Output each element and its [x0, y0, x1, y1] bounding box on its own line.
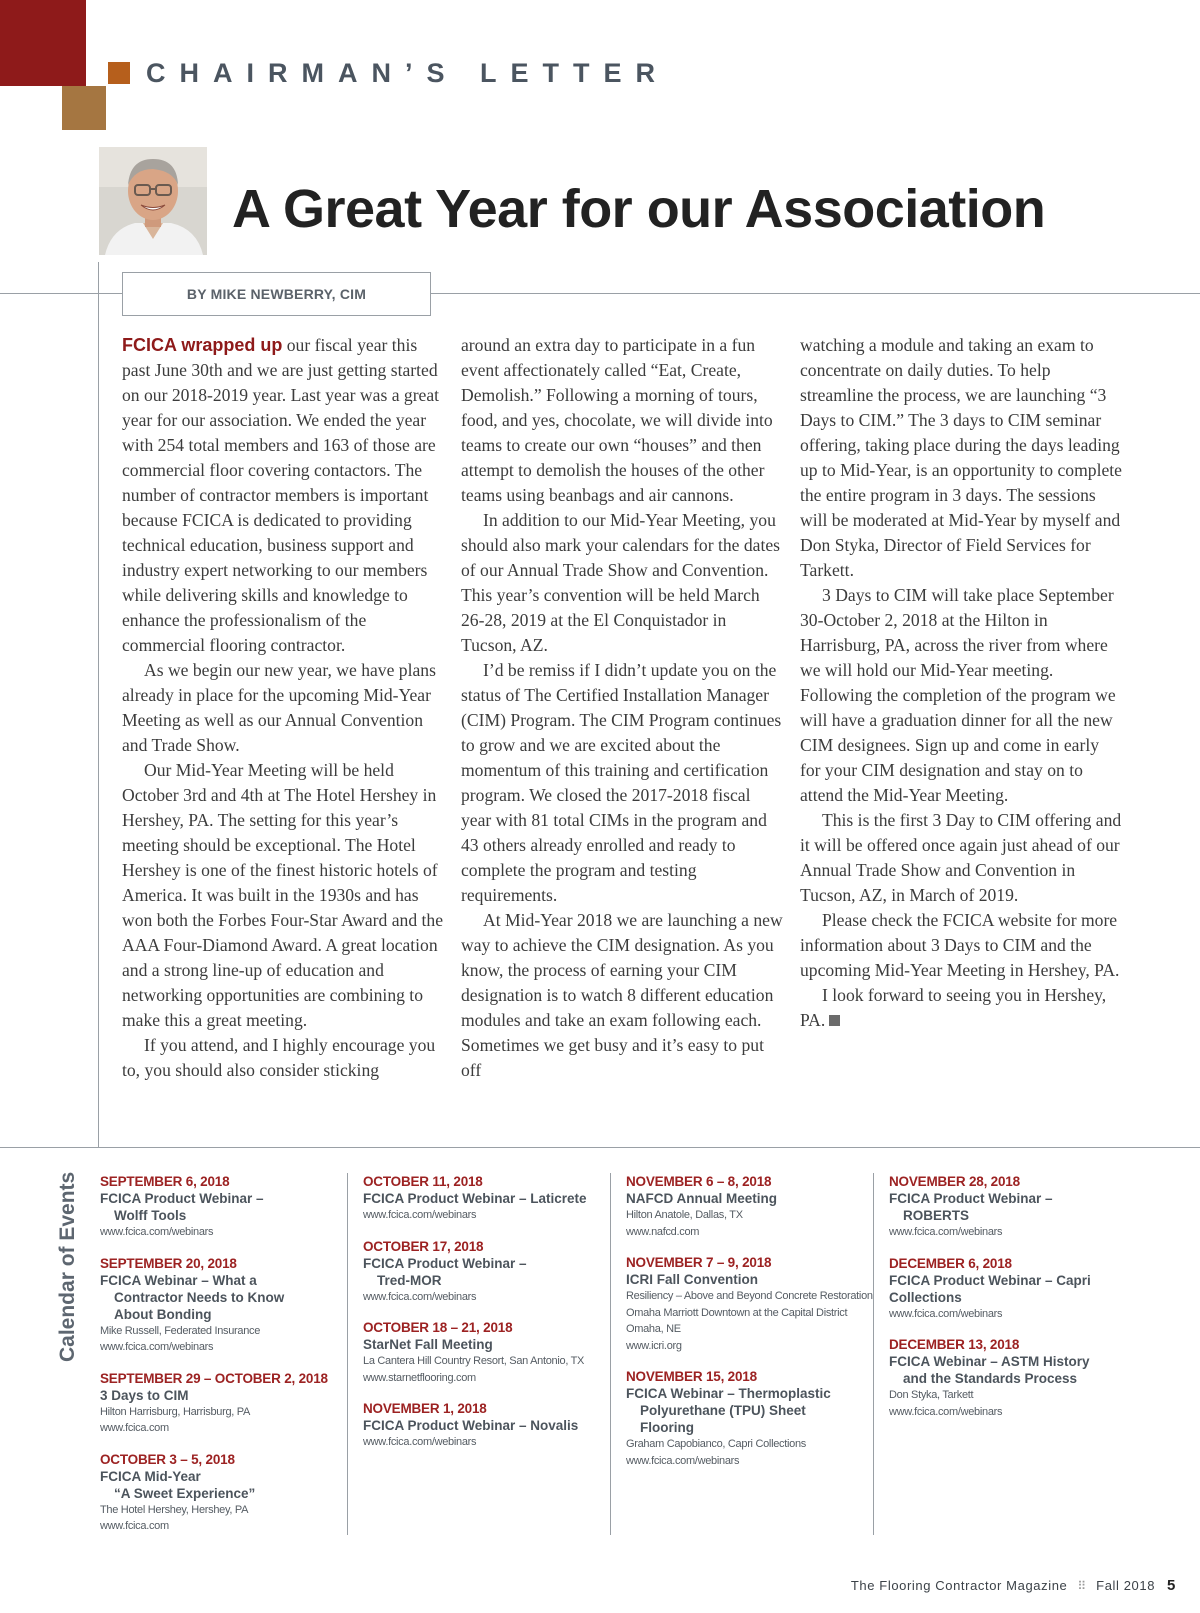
calendar-event: [100, 1451, 350, 1535]
event-detail: La Cantera Hill Country Resort, San Antonio, TX: [363, 1355, 585, 1367]
event-detail: Mike Russell, Federated Insurance: [100, 1324, 261, 1337]
decorative-orange-square: [108, 62, 130, 84]
event-link[interactable]: www.fcica.com/webinars: [889, 1307, 1003, 1320]
calendar-event: [100, 1173, 350, 1241]
event-detail: Hilton Harrisburg, Harrisburg, PA: [100, 1405, 251, 1418]
event-date: OCTOBER 18 – 21, 2018: [363, 1320, 513, 1335]
event-title-line: Collections: [889, 1289, 962, 1305]
event-title: [889, 1272, 1139, 1306]
calendar-event: [363, 1173, 613, 1224]
event-detail: Omaha, NE: [626, 1323, 681, 1335]
end-mark-icon: [829, 1015, 840, 1026]
event-title: FCICA Product Webinar – Novalis: [363, 1418, 579, 1433]
event-date: NOVEMBER 6 – 8, 2018: [626, 1174, 772, 1189]
event-title: [100, 1468, 350, 1502]
event-title-line: “A Sweet Experience”: [114, 1485, 256, 1501]
paragraph-text: our fiscal year this past June 30th and we are just getting started on our 2018-2019 year. Last year was a great year for our association. We ended the year with 254 total members and 163 of those are commercial floor covering contactors. The number of contractor members is important because FCICA is dedicated to providing technical education, business support and industry expert networking to our members while delivering skills and knowledge to enhance the professionalism of the commercial flooring contractor.: [122, 335, 440, 655]
event-link[interactable]: www.fcica.com: [100, 1422, 169, 1434]
event-title-line: FCICA Product Webinar –: [100, 1191, 264, 1206]
paragraph: This is the first 3 Day to CIM offering and it will be offered once again just ahead of our Annual Trade Show and Convention in Tucson, AZ, in March of 2019.: [800, 810, 1122, 905]
event-title-line: FCICA Webinar – ASTM History: [889, 1354, 1090, 1369]
event-date: NOVEMBER 28, 2018: [889, 1174, 1020, 1189]
event-date: NOVEMBER 7 – 9, 2018: [626, 1255, 772, 1270]
event-link[interactable]: www.fcica.com/webinars: [889, 1226, 1003, 1238]
event-link[interactable]: www.starnetflooring.com: [363, 1371, 476, 1384]
event-title-line: FCICA Product Webinar – Capri: [889, 1272, 1091, 1288]
event-title: [626, 1385, 876, 1436]
article-column-1: [122, 333, 444, 1083]
event-detail: Graham Capobianco, Capri Collections: [626, 1438, 806, 1450]
paragraph: Our Mid-Year Meeting will be held October 3rd and 4th at The Hotel Hershey in Hershey, PA. The setting for this year’s meeting should be exceptional. The Hotel Hershey is one of the finest historic hotels of America. It was built in the 1930s and has won both the Forbes Four-Star Award and the AAA Four-Diamond Award. A great location and a strong line-up of education and networking opportunities are combining to make this a great meeting.: [122, 760, 444, 1030]
bottom-rule: [0, 1147, 1200, 1148]
paragraph: As we begin our new year, we have plans already in place for the upcoming Mid-Year Meeting as well as our Annual Convention and Trade Show.: [122, 660, 436, 755]
decorative-brown-block: [62, 86, 106, 130]
event-date: DECEMBER 6, 2018: [889, 1255, 1012, 1271]
paragraph: watching a module and taking an exam to concentrate on daily duties. To help streamline the process, we are launching “3 Days to CIM.” The 3 days to CIM seminar offering, taking place during the days leading up to Mid-Year, is an opportunity to complete the entire program in 3 days. The sessions will be moderated at Mid-Year by myself and Don Styka, Director of Field Services for Tarkett.: [800, 335, 1122, 580]
event-detail: The Hotel Hershey, Hershey, PA: [100, 1503, 249, 1516]
lead-in: FCICA wrapped up: [122, 335, 283, 355]
event-date: NOVEMBER 1, 2018: [363, 1401, 487, 1416]
event-title: [889, 1353, 1139, 1387]
paragraph: [122, 333, 444, 658]
event-title: FCICA Product Webinar – Laticrete: [363, 1191, 587, 1206]
event-date: SEPTEMBER 20, 2018: [100, 1255, 237, 1271]
paragraph: At Mid-Year 2018 we are launching a new way to achieve the CIM designation. As you know, the process of earning your CIM designation is to watch 8 different education modules and take an exam following each. Sometimes we get busy and it’s easy to put off: [461, 910, 783, 1080]
paragraph: 3 Days to CIM will take place September 30-October 2, 2018 at the Hilton in Harrisburg, PA, across the river from where we will hold our Mid-Year meeting. Following the completion of the program we will have a graduation dinner for all the new CIM designees. Sign up and come in early for your CIM designation and stay on to attend the Mid-Year Meeting.: [800, 585, 1116, 805]
calendar-event: [626, 1368, 876, 1469]
event-title: StarNet Fall Meeting: [363, 1337, 493, 1352]
calendar-column-1: [100, 1173, 350, 1549]
article-column-2: [461, 333, 783, 1083]
calendar-event: [889, 1173, 1139, 1241]
event-detail: Don Styka, Tarkett: [889, 1389, 974, 1401]
event-link[interactable]: www.fcica.com: [100, 1520, 169, 1532]
event-date: SEPTEMBER 29 – OCTOBER 2, 2018: [100, 1370, 328, 1386]
event-date: OCTOBER 17, 2018: [363, 1238, 484, 1254]
event-detail: Omaha Marriott Downtown at the Capital District: [626, 1306, 848, 1319]
calendar-event: [100, 1255, 350, 1356]
separator-dots-icon: ⠿: [1077, 1578, 1087, 1593]
calendar-column-4: [889, 1173, 1139, 1434]
calendar-event: [363, 1319, 613, 1386]
event-title-line: ROBERTS: [903, 1208, 970, 1223]
calendar-title: Calendar of Events: [56, 1171, 79, 1362]
paragraph: In addition to our Mid-Year Meeting, you should also mark your calendars for the dates of our Annual Trade Show and Convention. This year’s convention will be held March 26-28, 2019 at the El Conquistador in Tucson, AZ.: [461, 510, 781, 655]
event-date: OCTOBER 11, 2018: [363, 1174, 483, 1189]
calendar-column-2: [363, 1173, 613, 1465]
byline-box: [122, 272, 431, 316]
event-link[interactable]: www.fcica.com/webinars: [626, 1454, 740, 1467]
author-photo: [99, 147, 207, 255]
event-title-line: FCICA Webinar – Thermoplastic: [626, 1386, 831, 1401]
event-date: OCTOBER 3 – 5, 2018: [100, 1451, 235, 1467]
event-link[interactable]: www.fcica.com/webinars: [363, 1290, 477, 1303]
event-detail: Resiliency – Above and Beyond Concrete Restoration: [626, 1290, 873, 1302]
event-title: [100, 1190, 350, 1224]
event-title-line: Flooring: [640, 1420, 694, 1435]
paragraph: If you attend, and I highly encourage you to, you should also consider sticking: [122, 1035, 436, 1080]
event-title-line: FCICA Mid-Year: [100, 1468, 201, 1484]
event-title: ICRI Fall Convention: [626, 1272, 759, 1287]
event-date: DECEMBER 13, 2018: [889, 1337, 1020, 1352]
issue-label: Fall 2018: [1096, 1578, 1156, 1593]
calendar-event: [626, 1254, 876, 1354]
article-title: A Great Year for our Association: [232, 179, 1046, 239]
event-title: NAFCD Annual Meeting: [626, 1191, 777, 1206]
event-date: SEPTEMBER 6, 2018: [100, 1174, 230, 1189]
event-link[interactable]: www.fcica.com/webinars: [100, 1341, 214, 1353]
event-detail: Hilton Anatole, Dallas, TX: [626, 1209, 743, 1221]
event-title-line: Wolff Tools: [114, 1208, 187, 1223]
event-title-line: About Bonding: [114, 1306, 212, 1322]
paragraph-text: I look forward to seeing you in Hershey, PA.: [800, 985, 1107, 1030]
section-label: CHAIRMAN’S LETTER: [146, 58, 669, 88]
event-link[interactable]: www.icri.org: [626, 1339, 682, 1352]
event-link[interactable]: www.fcica.com/webinars: [363, 1209, 477, 1221]
calendar-event: [889, 1336, 1139, 1420]
calendar-event: [889, 1255, 1139, 1323]
page-number: 5: [1167, 1577, 1176, 1594]
event-title: [889, 1190, 1139, 1224]
event-link[interactable]: www.nafcd.com: [626, 1225, 700, 1238]
paragraph: I’d be remiss if I didn’t update you on the status of The Certified Installation Manager (CIM) Program. The CIM Program continues to grow and we are excited about the momentum of this training and certification program. We closed the 2017-2018 fiscal year with 81 total CIMs in the program and 43 others already enrolled and ready to complete the program and testing requirements.: [461, 660, 782, 905]
calendar-column-3: [626, 1173, 876, 1483]
calendar-event: [363, 1400, 613, 1451]
event-link[interactable]: www.fcica.com/webinars: [100, 1226, 214, 1238]
page-footer: [851, 1577, 1176, 1594]
event-title: [363, 1255, 613, 1289]
event-title-line: FCICA Product Webinar –: [363, 1255, 527, 1271]
paragraph: [800, 983, 1122, 1033]
byline: BY MIKE NEWBERRY, CIM: [186, 286, 367, 302]
event-link[interactable]: www.fcica.com/webinars: [363, 1436, 477, 1448]
event-title-line: Contractor Needs to Know: [114, 1289, 285, 1305]
magazine-name: The Flooring Contractor Magazine: [850, 1578, 1068, 1593]
event-title-line: FCICA Product Webinar –: [889, 1191, 1053, 1206]
calendar-event: [363, 1238, 613, 1306]
event-link[interactable]: www.fcica.com/webinars: [889, 1405, 1003, 1418]
event-title-line: FCICA Webinar – What a: [100, 1272, 257, 1288]
article-column-3: [800, 333, 1122, 1033]
event-title-line: Tred-MOR: [377, 1272, 442, 1288]
event-date: NOVEMBER 15, 2018: [626, 1369, 757, 1384]
left-vertical-rule: [98, 262, 99, 1148]
paragraph: around an extra day to participate in a fun event affectionately called “Eat, Create, Demolish.” Following a morning of tours, food, and yes, chocolate, we will divide into teams to create our own “houses” and then attempt to demolish the houses of the other teams using beanbags and air cannons.: [461, 335, 773, 505]
event-title: 3 Days to CIM: [100, 1387, 189, 1403]
calendar-event: [100, 1370, 350, 1437]
event-title-line: and the Standards Process: [903, 1371, 1078, 1386]
decorative-red-block: [0, 0, 86, 86]
event-title: [100, 1272, 350, 1323]
event-title-line: Polyurethane (TPU) Sheet: [640, 1403, 806, 1418]
paragraph: Please check the FCICA website for more information about 3 Days to CIM and the upcoming Mid-Year Meeting in Hershey, PA.: [800, 910, 1120, 980]
calendar-event: [626, 1173, 876, 1240]
